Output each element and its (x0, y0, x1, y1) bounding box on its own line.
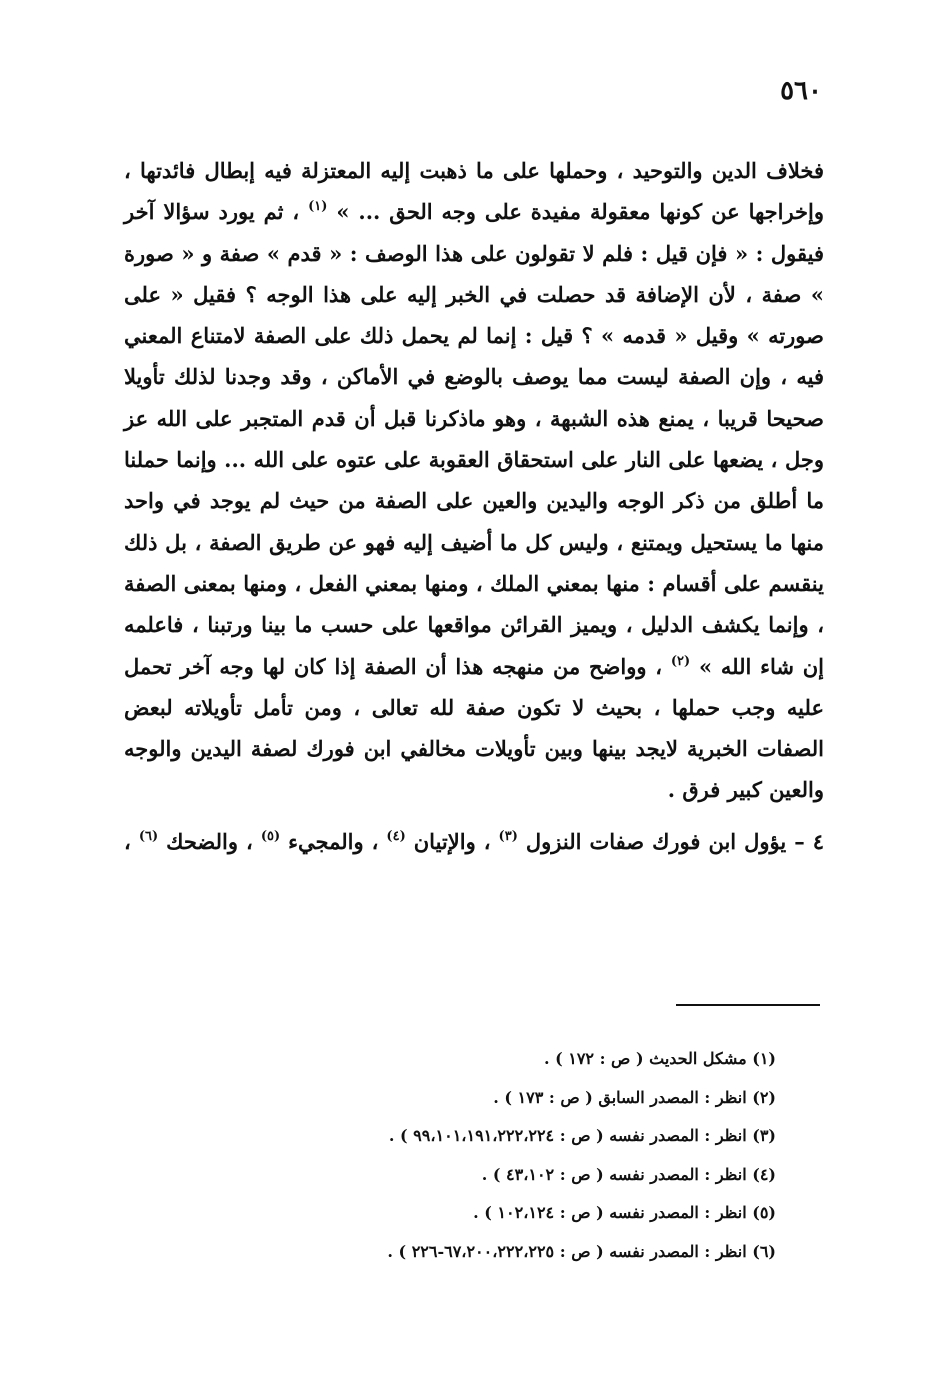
body-text (124, 150, 824, 862)
footnote-ref-4: (٤) (386, 828, 406, 844)
paragraph-2-text-3: ، والمجيء (288, 828, 379, 854)
paragraph-2-text-4: ، والضحك (166, 828, 253, 854)
paragraph-1-text-3: ، وواضح من منهجه هذا أن الصفة إذا كان لها وجه آخر تحمل عليه وجب حملها ، بحيث لا تكون صفة لله تعالى ، ومن تأمل تأويلاته لبعض الصفات الخبرية لايجد بينها وبين تأويلات مخالفي ابن فورك لصفة اليدين والوجه والعين كبير فرق . (124, 653, 824, 803)
paragraph-1-text-1: فخلاف الدين والتوحيد ، وحملها على ما ذهبت إليه المعتزلة فيه إبطال فائدتها ، وإخراجها عن كونها معقولة مفيدة على وجه الحق ... » (124, 158, 825, 225)
paragraph-1 (124, 150, 824, 811)
footnote-1: (١) مشكل الحديث ( ص : ١٧٢ ) . (543, 1049, 776, 1068)
footnotes-list (200, 1040, 776, 1271)
paragraph-1-text-2: ، ثم يورد سؤالا آخر فيقول : « فإن قيل : فلم لا تقولون على هذا الوصف : « قدم » صفة و « صورة » صفة ، لأن الإضافة قد حصلت في الخبر إليه على هذا الوجه ؟ فقيل « على صورته » وقيل « قدمه » ؟ قيل : إنما لم يحمل ذلك على الصفة لامتناع المعني فيه ، وإن الصفة ليست مما يوصف بالوضع في الأماكن ، وقد وجدنا لذلك تأويلا صحيحا قريبا ، يمنع هذه الشبهة ، وهو ماذكرنا قبل أن قدم المتجبر على الله عز وجل ، يضعها على النار على استحقاق العقوبة على عتوه على الله ... وإنما حملنا ما أطلق من ذكر الوجه واليدين والعين على الصفة من حيث لم يوجد في واحد منها ما يستحيل ويمتنع ، وليس كل ما أضيف إليه فهو عن طريق الصفة ، بل ذلك ينقسم على أقسام : منها بمعني الملك ، ومنها بمعني الفعل ، ومنها بمعنى الصفة ، وإنما يكشف الدليل ، ويميز القرائن مواقعها على حسب ما بينا ورتبنا ، فاعلمه إن شاء الله » (124, 199, 825, 679)
footnote-3: (٣) انظر : المصدر نفسه ( ص : ٩٩،١٠١،١٩١،٢٢٢،٢٢٤ ) . (388, 1126, 776, 1145)
paragraph-2-text-1: ٤ – يؤول ابن فورك صفات النزول (525, 828, 825, 854)
footnote-2: (٢) انظر : المصدر السابق ( ص : ١٧٣ ) . (493, 1087, 776, 1107)
page-number: ٥٦٠ (780, 76, 822, 106)
footnote-separator (676, 1004, 820, 1006)
footnote-ref-2: (٢) (670, 653, 691, 669)
paragraph-2 (124, 821, 824, 862)
paragraph-2-text-5: ، (124, 828, 131, 854)
footnote-ref-5: (٥) (260, 828, 281, 844)
footnote-ref-6: (٦) (138, 828, 159, 844)
footnote-ref-3: (٣) (498, 828, 518, 844)
footnote-4: (٤) انظر : المصدر نفسه ( ص : ٤٣،١٠٢ ) . (481, 1164, 776, 1184)
footnote-5: (٥) انظر : المصدر نفسه ( ص : ١٠٢،١٢٤ ) . (473, 1203, 776, 1222)
footnote-6: (٦) انظر : المصدر نفسه ( ص : ٦٧،٢٠٠،٢٢٢،٢٢٥-٢٢٦ ) . (387, 1241, 776, 1261)
paragraph-2-text-2: ، والإتيان (413, 828, 491, 854)
footnote-ref-1: (١) (308, 199, 328, 215)
